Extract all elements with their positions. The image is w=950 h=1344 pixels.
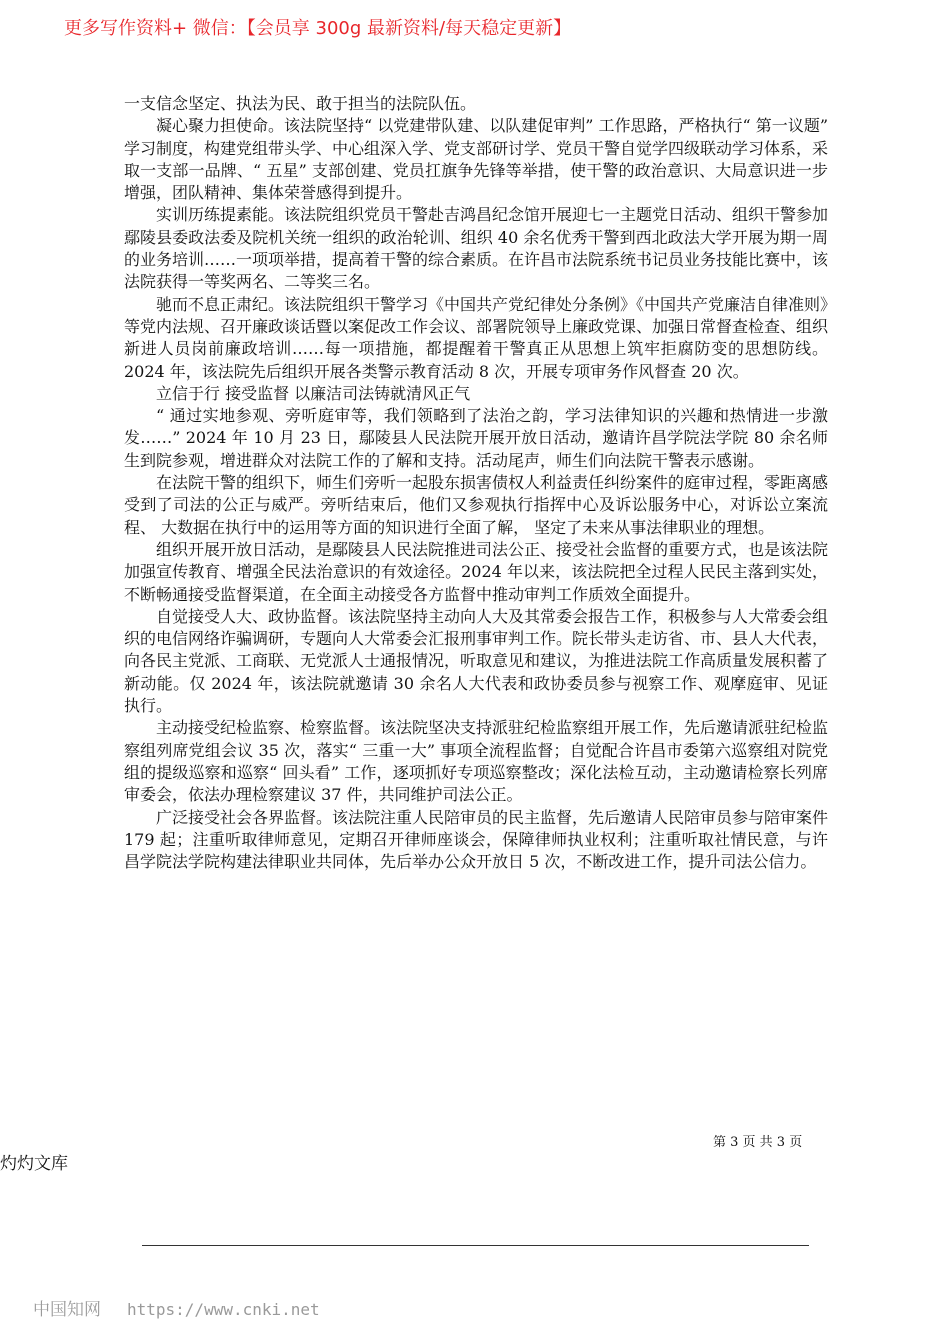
- paragraph: “ 通过实地参观、旁听庭审等，我们领略到了法治之韵，学习法律知识的兴趣和热情进一步激发……” 2024 年 10 月 23 日，鄢陵县人民法院开展开放日活动，邀请许昌学院法学院 80 余名师生到院参观，增进群众对法院工作的了解和支持。活动尾声，师生们向法院干警表示感谢。: [124, 406, 828, 470]
- watermark-name: 中国知网: [33, 1300, 101, 1320]
- document-body: [124, 93, 828, 873]
- paragraph: 组织开展开放日活动，是鄢陵县人民法院推进司法公正、接受社会监督的重要方式，也是该法院加强宣传教育、增强全民法治意识的有效途径。2024 年以来，该法院把全过程人民民主落到实处，不断畅通接受监督渠道，在全面主动接受各方监督中推动审判工作质效全面提升。: [124, 539, 829, 604]
- promo-banner: 更多写作资料+ 微信：【会员享 300g 最新资料/每天稳定更新】: [64, 18, 572, 39]
- cnki-watermark: [33, 1295, 320, 1320]
- watermark-url: https://www.cnki.net: [127, 1300, 320, 1319]
- paragraph: 自觉接受人大、政协监督。该法院坚持主动向人大及其常委会报告工作，积极参与人大常委会组织的电信网络诈骗调研，专题向人大常委会汇报刑事审判工作。院长带头走访省、市、县人大代表，向各民主党派、工商联、无党派人士通报情况，听取意见和建议，为推进法院工作高质量发展积蓄了新动能。仅 2024 年，该法院就邀请 30 余名人大代表和政协委员参与视察工作、观摩庭审、见证执行。: [124, 606, 829, 716]
- footer-divider: [142, 1245, 809, 1246]
- page-number: 第 3 页 共 3 页: [713, 1135, 803, 1150]
- brand-label: 灼灼文库: [0, 1154, 68, 1174]
- paragraph: 驰而不息正肃纪。该法院组织干警学习《中国共产党纪律处分条例》《中国共产党廉洁自律准则》等党内法规、召开廉政谈话暨以案促改工作会议、部署院领导上廉政党课、加强日常督查检查、组织新进人员岗前廉政培训……每一项措施，都提醒着干警真正从思想上筑牢拒腐防变的思想防线。2024 年，该法院先后组织开展各类警示教育活动 8 次，开展专项审务作风督查 20 次。: [124, 294, 829, 381]
- paragraph: 一支信念坚定、执法为民、敢于担当的法院队伍。: [124, 94, 477, 113]
- paragraph: 实训历练提素能。该法院组织党员干警赴吉鸿昌纪念馆开展迎七一主题党日活动、组织干警参加鄢陵县委政法委及院机关统一组织的政治轮训、组织 40 余名优秀干警到西北政法大学开展为期一周的业务培训……一项项举措，提高着干警的综合素质。在许昌市法院系统书记员业务技能比赛中，该法院获得一等奖两名、二等奖三名。: [124, 205, 829, 292]
- paragraph: 凝心聚力担使命。该法院坚持“ 以党建带队建、以队建促审判” 工作思路，严格执行“ 第一议题” 学习制度，构建党组带头学、中心组深入学、党支部研讨学、党员干警自觉学四级联动学习体系，采取一支部一品牌、“ 五星” 支部创建、党员扛旗争先锋等举措，使干警的政治意识、大局意识进一步增强，团队精神、集体荣誉感得到提升。: [124, 116, 829, 203]
- paragraph: 广泛接受社会各界监督。该法院注重人民陪审员的民主监督，先后邀请人民陪审员参与陪审案件 179 起；注重听取律师意见，定期召开律师座谈会，保障律师执业权利；注重听取社情民意，与许昌学院法学院构建法律职业共同体，先后举办公众开放日 5 次，不断改进工作，提升司法公信力。: [124, 807, 829, 872]
- paragraph: 在法院干警的组织下，师生们旁听一起股东损害债权人利益责任纠纷案件的庭审过程，零距离感受到了司法的公正与威严。旁听结束后，他们又参观执行指挥中心及诉讼服务中心，对诉讼立案流程、 大数据在执行中的运用等方面的知识进行全面了解， 坚定了未来从事法律职业的理想。: [124, 473, 829, 537]
- paragraph: 主动接受纪检监察、检察监督。该法院坚决支持派驻纪检监察组开展工作，先后邀请派驻纪检监察组列席党组会议 35 次，落实“ 三重一大” 事项全流程监督；自觉配合许昌市委第六巡察组对院党组的提级巡察和巡察“ 回头看” 工作，逐项抓好专项巡察整改；深化法检互动，主动邀请检察长列席审委会，依法办理检察建议 37 件，共同维护司法公正。: [124, 718, 829, 805]
- section-heading: 立信于行 接受监督 以廉洁司法铸就清风正气: [156, 383, 471, 403]
